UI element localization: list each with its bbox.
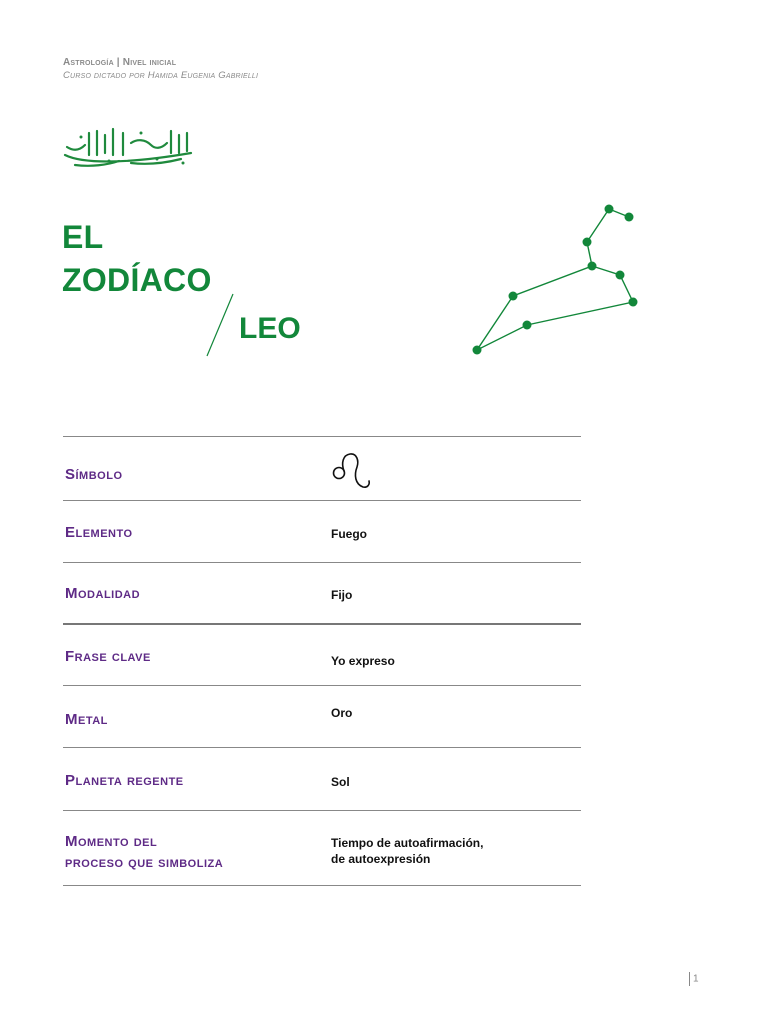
- row-value-line-1: Tiempo de autoafirmación,: [331, 836, 484, 850]
- table-row-metal: [63, 685, 581, 747]
- row-label: Modalidad: [65, 585, 141, 602]
- row-value: Sol: [331, 775, 350, 789]
- row-value: Yo expreso: [331, 654, 395, 668]
- leo-constellation-icon: [465, 200, 645, 360]
- title-line-1: EL: [62, 219, 104, 255]
- document-header: [63, 57, 258, 81]
- course-title: Astrología | Nivel inicial: [63, 57, 177, 68]
- table-row-process-moment: [63, 810, 581, 886]
- table-row-modality: [63, 562, 581, 623]
- course-instructor: Curso dictado por Hamida Eugenia Gabrielli: [63, 70, 259, 81]
- title-line-2: ZODÍACO: [62, 262, 212, 298]
- sign-properties-table: [63, 436, 581, 886]
- page-title: [62, 216, 212, 302]
- table-row-element: [63, 500, 581, 562]
- row-label: Frase clave: [65, 648, 151, 665]
- row-label: Metal: [65, 711, 108, 728]
- row-value: [331, 835, 483, 867]
- row-label: Símbolo: [65, 466, 123, 483]
- row-label: [65, 831, 223, 873]
- table-row-symbol: [63, 436, 581, 500]
- row-value-line-2: de autoexpresión: [331, 852, 431, 866]
- leo-symbol-icon: [331, 451, 375, 491]
- sign-title: LEO: [239, 312, 301, 345]
- row-value: Oro: [331, 706, 353, 720]
- basmala-calligraphy-icon: [61, 125, 195, 169]
- title-slash-divider: [203, 292, 237, 358]
- table-row-ruling-planet: [63, 747, 581, 810]
- table-row-keyphrase: [63, 623, 581, 685]
- page-number-divider: [689, 972, 690, 986]
- row-label: Planeta regente: [65, 772, 184, 789]
- row-label: Elemento: [65, 524, 133, 541]
- row-value: Fijo: [331, 588, 353, 602]
- row-label-line-2: proceso que simboliza: [65, 854, 224, 871]
- page-number: [689, 972, 699, 986]
- row-value: Fuego: [331, 527, 367, 541]
- row-label-line-1: Momento del: [65, 833, 158, 850]
- page-number-value: 1: [693, 973, 699, 985]
